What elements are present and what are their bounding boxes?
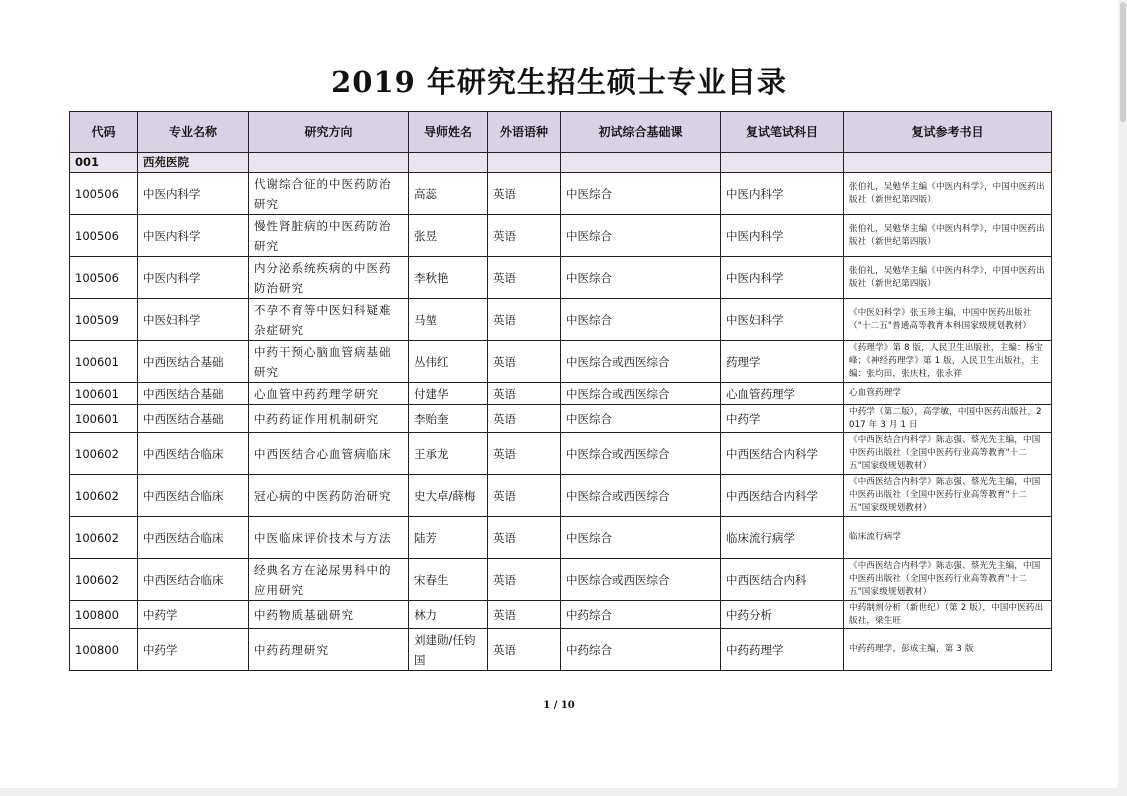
row-reference-books: 张伯礼，吴勉华主编《中医内科学》，中国中医药出版社（新世纪第四版） (844, 215, 1052, 257)
row-code: 100601 (70, 405, 138, 433)
row-basic-course: 中医综合 (561, 517, 721, 559)
table-row (70, 383, 1052, 405)
row-reference-books: 《中西医结合内科学》陈志强、蔡光先主编，中国中医药出版社（全国中医药行业高等教育"十二五"国家级规划教材） (844, 475, 1052, 517)
row-basic-course: 中医综合 (561, 173, 721, 215)
row-reference-books: 《中西医结合内科学》陈志强、蔡光先主编，中国中医药出版社（全国中医药行业高等教育"十二五"国家级规划教材） (844, 433, 1052, 475)
scrollbar[interactable] (1118, 0, 1127, 796)
row-advisor: 陆芳 (409, 517, 488, 559)
page-indicator: 1 / 10 (543, 700, 575, 711)
row-advisor: 李贻奎 (409, 405, 488, 433)
header-major: 专业名称 (138, 112, 249, 153)
row-major: 中西医结合基础 (138, 405, 249, 433)
header-basic-course: 初试综合基础课 (561, 112, 721, 153)
row-code: 100509 (70, 299, 138, 341)
row-retest-exam: 中医内科学 (721, 173, 844, 215)
row-retest-exam: 中西医结合内科学 (721, 475, 844, 517)
row-basic-course: 中医综合 (561, 257, 721, 299)
header-reference-books: 复试参考书目 (844, 112, 1052, 153)
row-direction: 慢性肾脏病的中医药防治研究 (249, 215, 409, 257)
catalog-table (69, 111, 1052, 671)
row-code: 100602 (70, 559, 138, 601)
row-language: 英语 (488, 341, 561, 383)
row-basic-course: 中药综合 (561, 629, 721, 671)
row-code: 100506 (70, 257, 138, 299)
row-major: 中西医结合临床 (138, 517, 249, 559)
row-code: 100601 (70, 383, 138, 405)
row-direction: 中药药理研究 (249, 629, 409, 671)
table-row (70, 173, 1052, 215)
row-reference-books: 《中医妇科学》张玉珍主编，中国中医药出版社（"十二五"普通高等教育本科国家级规划教材） (844, 299, 1052, 341)
row-language: 英语 (488, 173, 561, 215)
row-basic-course: 中医综合或西医综合 (561, 433, 721, 475)
header-retest-exam: 复试笔试科目 (721, 112, 844, 153)
row-reference-books: 中药学（第二版），高学敏，中国中医药出版社，2017 年 3 月 1 日 (844, 405, 1052, 433)
table-row (70, 299, 1052, 341)
header-advisor: 导师姓名 (409, 112, 488, 153)
row-basic-course: 中医综合 (561, 405, 721, 433)
row-retest-exam: 中药药理学 (721, 629, 844, 671)
row-code: 100602 (70, 433, 138, 475)
row-retest-exam: 心血管药理学 (721, 383, 844, 405)
row-basic-course: 中药综合 (561, 601, 721, 629)
row-major: 中西医结合临床 (138, 475, 249, 517)
row-language: 英语 (488, 257, 561, 299)
row-advisor: 李秋艳 (409, 257, 488, 299)
row-reference-books: 《药理学》第 8 版，人民卫生出版社，主编：杨宝峰；《神经药理学》第 1 版，人民卫生出版社，主编：张均田，张庆柱，张永祥 (844, 341, 1052, 383)
row-advisor: 王承龙 (409, 433, 488, 475)
row-advisor: 史大卓/薛梅 (409, 475, 488, 517)
row-basic-course: 中医综合或西医综合 (561, 341, 721, 383)
row-reference-books: 心血管药理学 (844, 383, 1052, 405)
row-advisor: 丛伟红 (409, 341, 488, 383)
table-row (70, 433, 1052, 475)
row-language: 英语 (488, 601, 561, 629)
table-row (70, 629, 1052, 671)
row-major: 中西医结合临床 (138, 433, 249, 475)
row-code: 100800 (70, 629, 138, 671)
row-major: 中医内科学 (138, 215, 249, 257)
row-language: 英语 (488, 215, 561, 257)
row-major: 中医内科学 (138, 257, 249, 299)
row-code: 100602 (70, 475, 138, 517)
row-direction: 心血管中药药理学研究 (249, 383, 409, 405)
row-advisor: 宋春生 (409, 559, 488, 601)
table-row (70, 215, 1052, 257)
row-retest-exam: 中西医结合内科学 (721, 433, 844, 475)
scrollbar-thumb[interactable] (1120, 2, 1126, 122)
table-row (70, 405, 1052, 433)
row-direction: 中药物质基础研究 (249, 601, 409, 629)
row-reference-books: 临床流行病学 (844, 517, 1052, 559)
row-advisor: 马堃 (409, 299, 488, 341)
row-retest-exam: 中医内科学 (721, 257, 844, 299)
row-basic-course: 中医综合 (561, 215, 721, 257)
row-reference-books: 张伯礼，吴勉华主编《中医内科学》，中国中医药出版社（新世纪第四版） (844, 173, 1052, 215)
row-language: 英语 (488, 475, 561, 517)
row-reference-books: 《中西医结合内科学》陈志强、蔡光先主编，中国中医药出版社（全国中医药行业高等教育"十二五"国家级规划教材） (844, 559, 1052, 601)
row-major: 中医妇科学 (138, 299, 249, 341)
row-code: 100506 (70, 215, 138, 257)
row-basic-course: 中医综合或西医综合 (561, 475, 721, 517)
row-basic-course: 中医综合或西医综合 (561, 383, 721, 405)
row-advisor: 张昱 (409, 215, 488, 257)
row-code: 100601 (70, 341, 138, 383)
row-retest-exam: 中药学 (721, 405, 844, 433)
row-language: 英语 (488, 405, 561, 433)
table-row (70, 559, 1052, 601)
row-direction: 中西医结合心血管病临床 (249, 433, 409, 475)
row-retest-exam: 中西医结合内科 (721, 559, 844, 601)
row-major: 中药学 (138, 601, 249, 629)
header-direction: 研究方向 (249, 112, 409, 153)
row-advisor: 付建华 (409, 383, 488, 405)
row-direction: 中药药证作用机制研究 (249, 405, 409, 433)
table-row (70, 257, 1052, 299)
row-direction: 中医临床评价技术与方法 (249, 517, 409, 559)
row-major: 中西医结合基础 (138, 341, 249, 383)
row-direction: 内分泌系统疾病的中医药防治研究 (249, 257, 409, 299)
row-retest-exam: 中医内科学 (721, 215, 844, 257)
table-header-row (70, 112, 1052, 153)
row-advisor: 林力 (409, 601, 488, 629)
row-direction: 代谢综合征的中医药防治研究 (249, 173, 409, 215)
table-row (70, 341, 1052, 383)
row-retest-exam: 中医妇科学 (721, 299, 844, 341)
row-language: 英语 (488, 299, 561, 341)
row-major: 中西医结合临床 (138, 559, 249, 601)
row-reference-books: 中药制剂分析（新世纪）（第 2 版），中国中医药出版社，梁生旺 (844, 601, 1052, 629)
row-direction: 不孕不育等中医妇科疑难杂症研究 (249, 299, 409, 341)
row-reference-books: 张伯礼，吴勉华主编《中医内科学》，中国中医药出版社（新世纪第四版） (844, 257, 1052, 299)
row-language: 英语 (488, 559, 561, 601)
row-code: 100506 (70, 173, 138, 215)
table-row (70, 517, 1052, 559)
header-language: 外语语种 (488, 112, 561, 153)
row-language: 英语 (488, 629, 561, 671)
row-basic-course: 中医综合或西医综合 (561, 559, 721, 601)
row-code: 100800 (70, 601, 138, 629)
row-advisor: 刘建勋/任钧国 (409, 629, 488, 671)
page-title: 2019 年研究生招生硕士专业目录 (331, 65, 787, 99)
row-language: 英语 (488, 383, 561, 405)
table-row (70, 475, 1052, 517)
row-code: 100602 (70, 517, 138, 559)
header-code: 代码 (70, 112, 138, 153)
row-advisor: 高蕊 (409, 173, 488, 215)
group-row (70, 153, 1052, 173)
group-code: 001 (70, 153, 138, 173)
table-row (70, 601, 1052, 629)
row-major: 中西医结合基础 (138, 383, 249, 405)
row-language: 英语 (488, 433, 561, 475)
row-major: 中药学 (138, 629, 249, 671)
row-basic-course: 中医综合 (561, 299, 721, 341)
row-reference-books: 中药药理学，彭成主编，第 3 版 (844, 629, 1052, 671)
group-name: 西苑医院 (138, 153, 249, 173)
row-language: 英语 (488, 517, 561, 559)
row-retest-exam: 药理学 (721, 341, 844, 383)
row-direction: 冠心病的中医药防治研究 (249, 475, 409, 517)
row-retest-exam: 中药分析 (721, 601, 844, 629)
row-direction: 中药干预心脑血管病基础研究 (249, 341, 409, 383)
row-direction: 经典名方在泌尿男科中的应用研究 (249, 559, 409, 601)
row-major: 中医内科学 (138, 173, 249, 215)
row-retest-exam: 临床流行病学 (721, 517, 844, 559)
